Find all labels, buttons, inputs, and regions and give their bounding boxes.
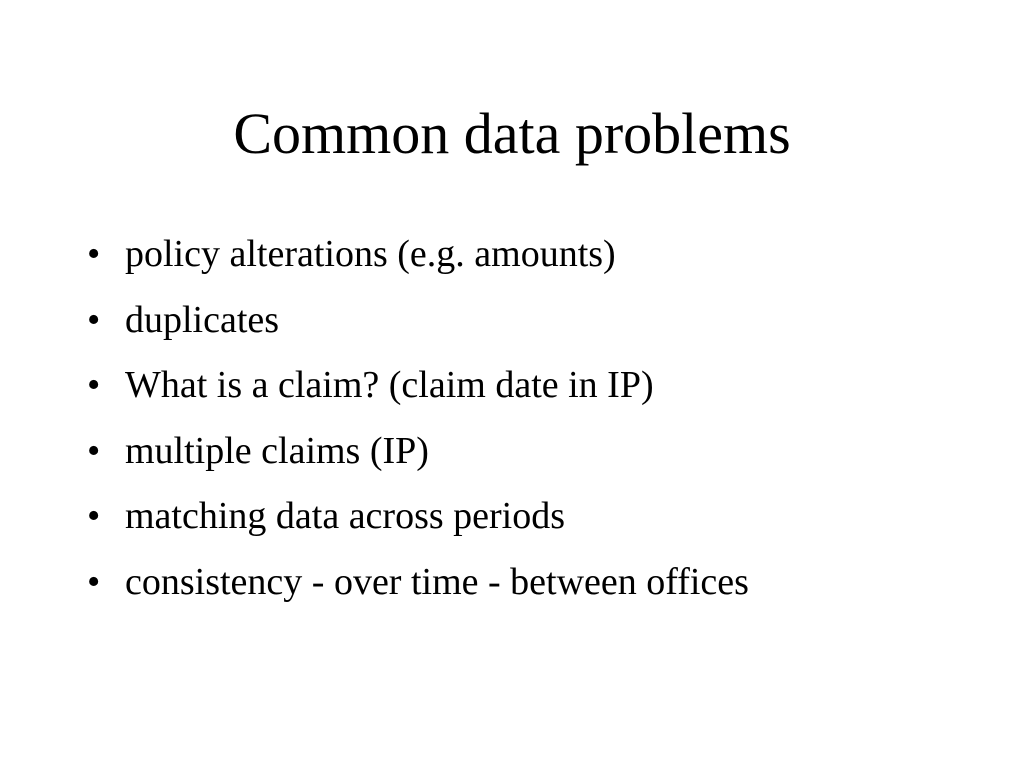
bullet-text: policy alterations (e.g. amounts): [125, 233, 616, 275]
bullet-text: multiple claims (IP): [125, 429, 429, 472]
bullet-item: [87, 298, 749, 342]
slide-title: Common data problems: [233, 101, 791, 166]
bullet-item: [87, 560, 749, 604]
bullet-text: What is a claim? (claim date in IP): [125, 364, 654, 406]
bullet-text: duplicates: [125, 298, 280, 341]
bullet-text: consistency - over time - between offices: [125, 560, 749, 603]
bullet-icon: •: [87, 560, 101, 603]
bullet-icon: •: [87, 233, 101, 275]
bullet-item: [87, 429, 749, 473]
bullet-icon: •: [87, 429, 101, 472]
bullet-icon: •: [87, 298, 101, 341]
bullet-icon: •: [87, 364, 101, 406]
bullet-item: [87, 363, 749, 407]
bullet-text: matching data across periods: [125, 495, 566, 537]
bullet-item: [87, 494, 749, 538]
bullet-list: [87, 232, 749, 625]
bullet-item: [87, 232, 749, 276]
bullet-icon: •: [87, 495, 101, 537]
